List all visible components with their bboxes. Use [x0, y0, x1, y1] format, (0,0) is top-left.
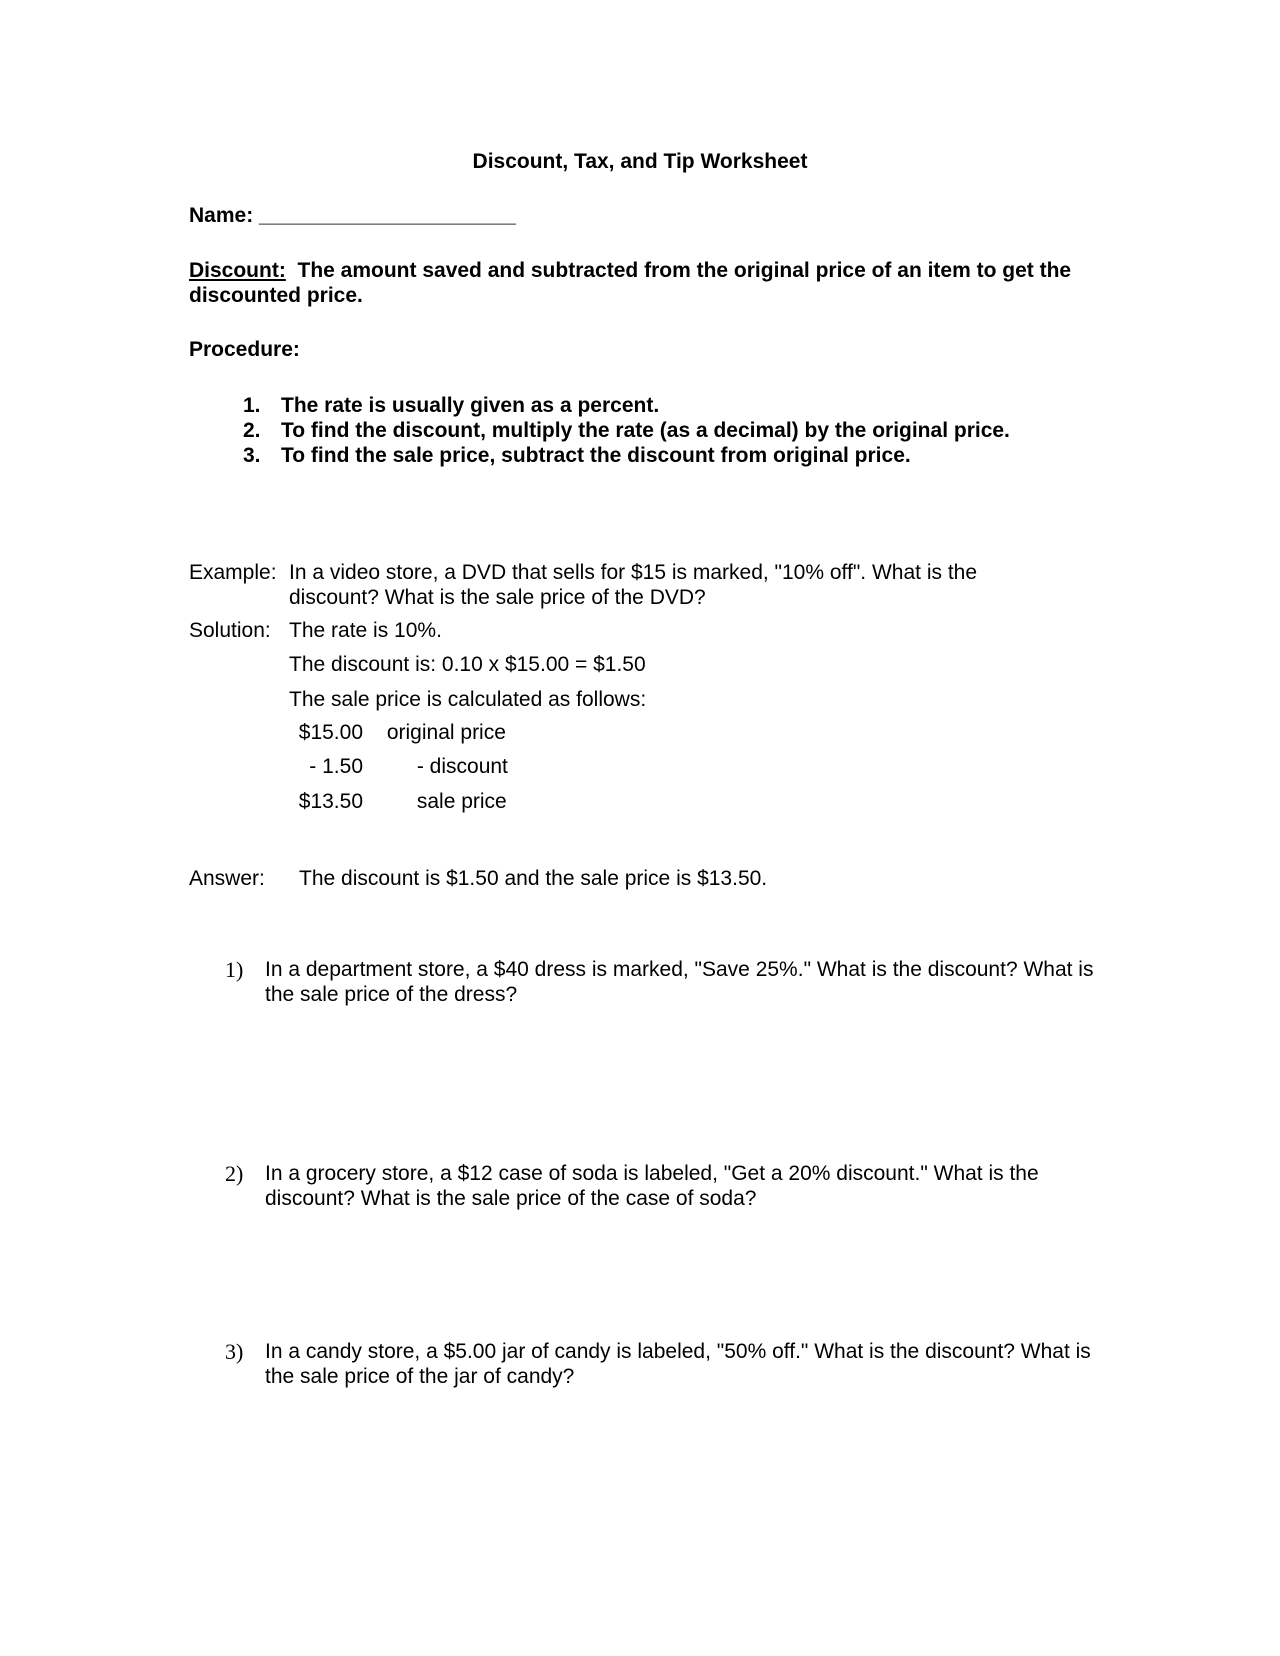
- answer-text: The discount is $1.50 and the sale price is $13.50.: [299, 867, 768, 890]
- definition-text: The amount saved and subtracted from the original price of an item to get the discounted price.: [189, 259, 1072, 307]
- discount-definition: [189, 258, 1089, 308]
- procedure-step: [243, 393, 1010, 418]
- worksheet-title: Discount, Tax, and Tip Worksheet: [472, 150, 808, 173]
- step-number: 1.: [243, 394, 261, 417]
- name-field: [189, 204, 516, 228]
- calc-description: sale price: [416, 790, 507, 813]
- step-text: To find the discount, multiply the rate (as a decimal) by the original price.: [281, 419, 1010, 442]
- question-number: 3): [225, 1339, 244, 1364]
- procedure-step: [243, 443, 1010, 468]
- question-item: [225, 1339, 1105, 1389]
- calc-row: [295, 754, 508, 779]
- question-text: In a candy store, a $5.00 jar of candy is labeled, "50% off." What is the discount? What is the sale price of the jar of candy?: [265, 1340, 1091, 1388]
- calc-amount: - 1.50: [309, 755, 363, 778]
- name-label: Name:: [189, 204, 254, 227]
- definition-term: Discount:: [189, 259, 286, 282]
- calc-amount: $13.50: [298, 790, 363, 813]
- question-number: 1): [225, 957, 244, 982]
- step-number: 3.: [243, 444, 261, 467]
- answer-label: Answer:: [189, 867, 265, 890]
- question-text: In a department store, a $40 dress is marked, "Save 25%." What is the discount? What is the sale price of the dress?: [265, 958, 1094, 1006]
- solution-line: The rate is 10%.: [289, 619, 442, 642]
- solution-line: The discount is: 0.10 x $15.00 = $1.50: [289, 653, 646, 676]
- question-number: 2): [225, 1161, 244, 1186]
- calc-description: original price: [386, 721, 506, 744]
- calc-description: - discount: [416, 755, 508, 778]
- procedure-heading: Procedure:: [189, 338, 300, 361]
- question-text: In a grocery store, a $12 case of soda is labeled, "Get a 20% discount." What is the discount? What is the sale price of the case of soda?: [265, 1162, 1039, 1210]
- example-text: In a video store, a DVD that sells for $15 is marked, "10% off". What is the discount? What is the sale price of the DVD?: [289, 561, 978, 609]
- name-blank-line[interactable]: ______________________: [259, 204, 516, 227]
- procedure-steps: [243, 393, 1010, 468]
- solution-line: The sale price is calculated as follows:: [289, 688, 647, 711]
- step-text: The rate is usually given as a percent.: [281, 394, 660, 417]
- step-number: 2.: [243, 419, 261, 442]
- procedure-step: [243, 418, 1010, 443]
- calc-row: [295, 789, 507, 814]
- step-text: To find the sale price, subtract the discount from original price.: [281, 444, 911, 467]
- solution-label: Solution:: [189, 619, 271, 642]
- question-item: [225, 1161, 1105, 1211]
- calc-row: [295, 720, 506, 745]
- example-label: Example:: [189, 561, 277, 584]
- question-item: [225, 957, 1105, 1007]
- calc-amount: $15.00: [298, 721, 363, 744]
